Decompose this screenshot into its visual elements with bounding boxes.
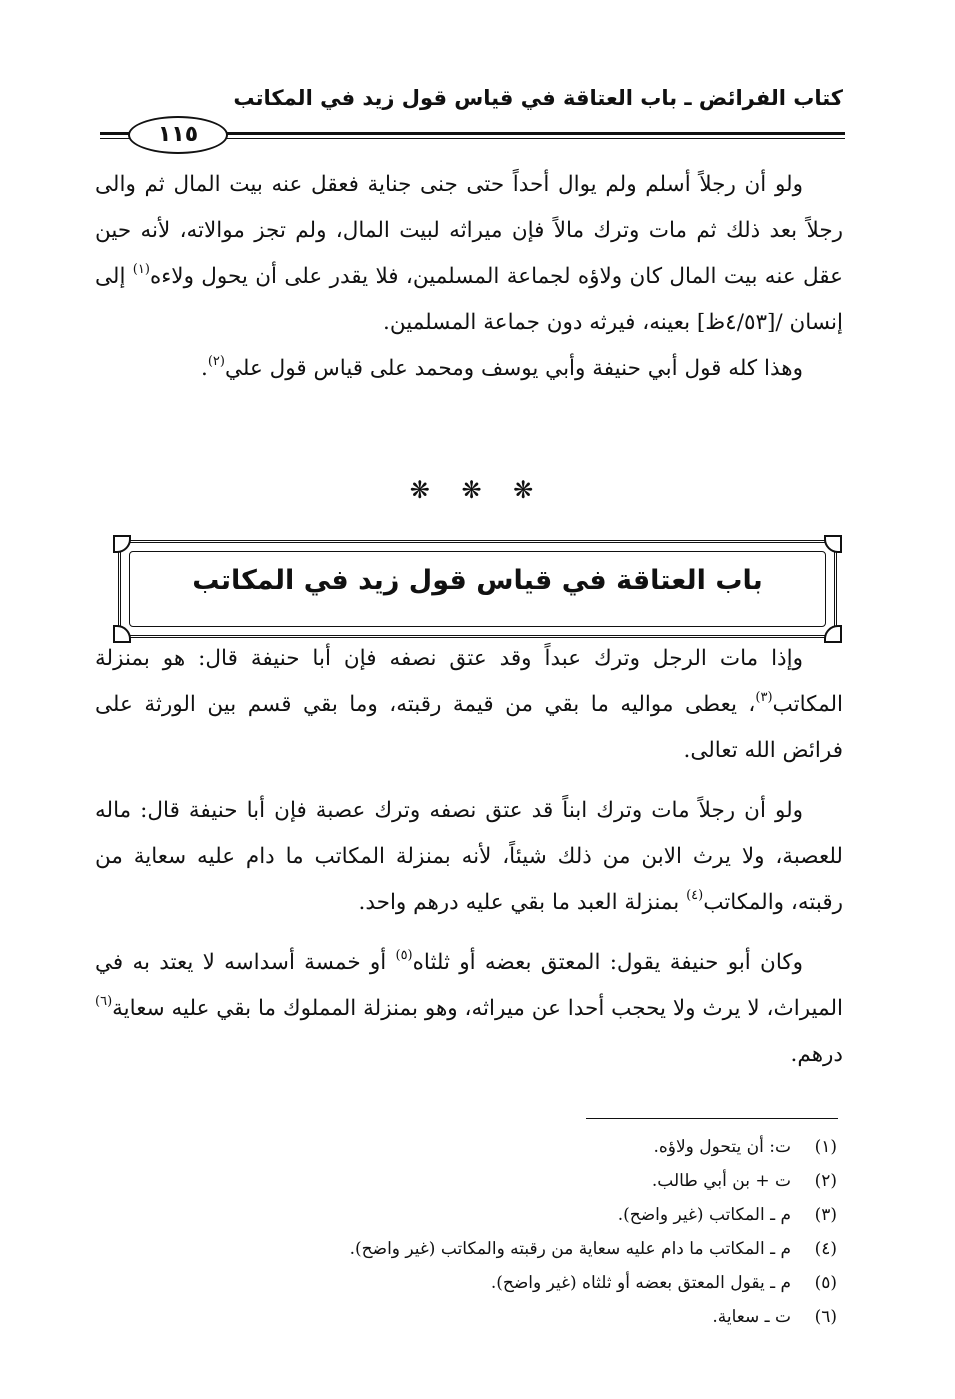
footnote-ref[interactable]: (٢) [207, 354, 225, 369]
frame-corner-ornament [824, 535, 842, 553]
page-number: ١١٥ [128, 116, 228, 154]
paragraph-text: أو خمسة أسداسه لا يعتد به في الميراث، لا يرث ولا يحجب أحدا عن ميراثه، وهو بمنزلة المملوك ما بقي عليه سعاية [95, 950, 843, 1021]
footnote-number: (٥) [814, 1273, 837, 1293]
footnote-text: ت + بن أبي طالب. [651, 1171, 791, 1191]
footnote-item [350, 1300, 837, 1334]
chapter-title: باب العتاقة في قياس قول زيد في المكاتب [192, 565, 763, 596]
paragraph [95, 940, 843, 1078]
section1-text [95, 162, 843, 392]
footnote-text: م ـ المكاتب (غير واضح). [617, 1205, 791, 1225]
footnote-ref[interactable]: (٦) [95, 994, 113, 1009]
footnote-item [350, 1232, 837, 1266]
footnote-text: م ـ يقول المعتق بعضه أو ثلثاه (غير واضح). [490, 1273, 791, 1293]
paragraph-text: وكان أبو حنيفة يقول: المعتق بعضه أو ثلثاه [412, 950, 803, 975]
paragraph-text: إلى إنسان /[٤/٥٣ظ] بعينه، فيرثه دون جماعة المسلمين. [95, 264, 843, 335]
paragraph-text: بمنزلة العبد ما بقي عليه درهم واحد. [358, 890, 687, 915]
paragraph-text: ولو أن رجلاً أسلم ولم يوال أحداً حتى جنى جناية فعقل عنه بيت المال ثم والى رجلاً بعد ذلك ثم مات وترك مالاً فإن ميراثه لبيت المال، ولم تجز موالاته، لأنه حين عقل عنه بيت المال كان ولاؤه لجماعة المسلمين، فلا يقدر على أن يحول ولاءه [95, 172, 843, 289]
footnotes [350, 1130, 837, 1334]
paragraph-text: . [201, 356, 208, 381]
footnote-ref[interactable]: (٣) [755, 690, 773, 705]
footnote-number: (٦) [814, 1307, 837, 1327]
footnote-text: م ـ المكاتب ما دام عليه سعاية من رقبته والمكاتب (غير واضح). [349, 1239, 791, 1259]
footnote-item [350, 1130, 837, 1164]
paragraph [95, 636, 843, 774]
footnote-ref[interactable]: (٥) [395, 948, 413, 963]
footnote-number: (٣) [814, 1205, 837, 1225]
footnote-ref[interactable]: (١) [132, 262, 150, 277]
footnote-item [350, 1266, 837, 1300]
frame-corner-ornament [113, 535, 131, 553]
footnote-separator [586, 1118, 838, 1119]
paragraph-text: ، يعطى مواليه ما بقي من قيمة رقبته، وما بقي قسم بين الورثة على فرائض الله تعالى. [95, 692, 843, 763]
footnote-text: ت ـ سعاية. [712, 1307, 791, 1327]
paragraph [95, 346, 843, 392]
section-divider-ornament: ❋ ❋ ❋ [409, 476, 546, 504]
section2-text [95, 636, 843, 1078]
paragraph [95, 162, 843, 346]
footnote-text: ت: أن يتحول ولاؤه. [653, 1137, 791, 1157]
footnote-item [350, 1198, 837, 1232]
footnote-number: (٢) [814, 1171, 837, 1191]
paragraph-text: وإذا مات الرجل وترك عبداً وقد عتق نصفه فإن أبا حنيفة قال: هو بمنزلة المكاتب [95, 646, 843, 717]
footnote-item [350, 1164, 837, 1198]
running-header-title: كتاب الفرائض ـ باب العتاقة في قياس قول زيد في المكاتب [233, 86, 843, 110]
footnote-number: (٤) [814, 1239, 837, 1259]
paragraph [95, 788, 843, 926]
paragraph-text: وهذا كله قول أبي حنيفة وأبي يوسف ومحمد على قياس قول علي [224, 356, 803, 381]
paragraph-text: ولو أن رجلاً مات وترك ابناً قد عتق نصفه وترك عصبة فإن أبا حنيفة قال: ماله للعصبة، ولا يرث الابن من ذلك شيئاً، لأنه بمنزلة المكاتب ما دام عليه سعاية من رقبته، والمكاتب [95, 798, 843, 915]
footnote-ref[interactable]: (٤) [686, 888, 704, 903]
chapter-title-frame [118, 540, 837, 638]
footnote-number: (١) [814, 1137, 837, 1157]
paragraph-text: درهم. [790, 1042, 843, 1067]
